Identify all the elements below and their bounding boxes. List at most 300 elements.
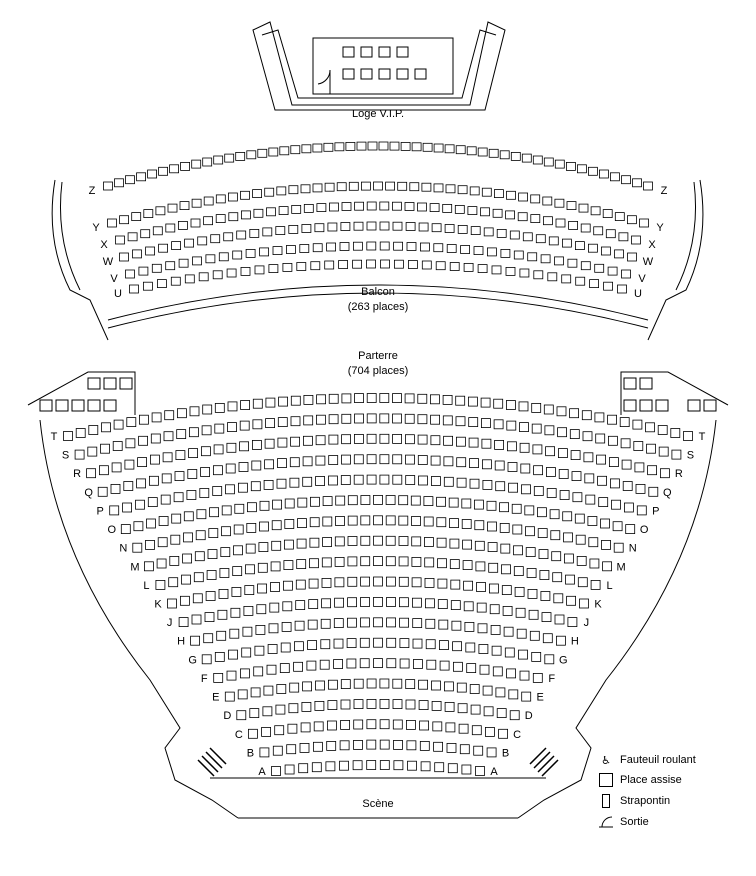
seat[interactable] [241, 211, 250, 219]
seat[interactable] [287, 745, 296, 754]
seat[interactable] [250, 229, 259, 237]
seat[interactable] [342, 414, 351, 423]
seat[interactable] [329, 456, 338, 465]
seat[interactable] [487, 248, 496, 256]
seat[interactable] [393, 679, 402, 688]
seat[interactable] [149, 476, 158, 485]
seat[interactable] [313, 184, 322, 192]
seat[interactable] [348, 557, 357, 566]
seat[interactable] [539, 550, 548, 559]
seat[interactable] [310, 497, 319, 506]
seat[interactable] [323, 497, 332, 506]
seat[interactable] [466, 643, 475, 652]
seat[interactable] [279, 397, 288, 406]
seat[interactable] [286, 246, 295, 254]
seat[interactable] [328, 701, 337, 710]
seat[interactable] [564, 554, 573, 563]
seat[interactable] [354, 740, 363, 749]
seat[interactable] [406, 476, 415, 485]
seat[interactable] [464, 581, 473, 590]
seat[interactable] [280, 664, 289, 673]
seat[interactable] [482, 439, 491, 448]
seat[interactable] [248, 729, 257, 738]
seat[interactable] [422, 261, 431, 269]
seat[interactable] [484, 228, 493, 236]
seat[interactable] [334, 619, 343, 628]
seat[interactable] [412, 537, 421, 546]
seat[interactable] [520, 423, 529, 432]
seat[interactable] [500, 151, 509, 159]
seat[interactable] [178, 221, 187, 229]
seat[interactable] [494, 190, 503, 198]
seat[interactable] [386, 536, 395, 545]
seat[interactable] [273, 500, 282, 509]
seat[interactable] [646, 423, 655, 432]
seat[interactable] [615, 213, 624, 221]
seat[interactable] [297, 263, 306, 271]
seat[interactable] [511, 152, 520, 160]
seat[interactable] [234, 525, 243, 534]
seat[interactable] [201, 468, 210, 477]
seat[interactable] [608, 415, 617, 424]
seat[interactable] [308, 641, 317, 650]
seat[interactable] [335, 537, 344, 546]
seat[interactable] [507, 442, 516, 451]
seat[interactable] [434, 144, 443, 152]
seat[interactable] [284, 540, 293, 549]
seat[interactable] [256, 625, 265, 634]
seat[interactable] [211, 235, 220, 243]
seat[interactable] [206, 592, 215, 601]
seat[interactable] [576, 535, 585, 544]
seat[interactable] [291, 437, 300, 446]
seat[interactable] [595, 264, 604, 272]
seat[interactable] [324, 143, 333, 151]
seat[interactable] [541, 592, 550, 601]
seat[interactable] [399, 577, 408, 586]
seat[interactable] [192, 160, 201, 168]
seat[interactable] [231, 608, 240, 617]
seat[interactable] [424, 497, 433, 506]
seat[interactable] [134, 522, 143, 531]
seat[interactable] [153, 227, 162, 235]
seat[interactable] [400, 618, 409, 627]
seat[interactable] [640, 219, 649, 227]
seat[interactable] [419, 223, 428, 231]
seat[interactable] [647, 444, 656, 453]
seat[interactable] [553, 573, 562, 582]
seat[interactable] [174, 493, 183, 502]
seat[interactable] [193, 594, 202, 603]
seat[interactable] [588, 244, 597, 252]
seat[interactable] [380, 740, 389, 749]
seat[interactable] [242, 648, 251, 657]
seat[interactable] [418, 394, 427, 403]
seat[interactable] [187, 491, 196, 500]
seat[interactable] [434, 184, 443, 192]
seat[interactable] [497, 709, 506, 718]
seat[interactable] [546, 447, 555, 456]
seat[interactable] [204, 217, 213, 225]
seat[interactable] [158, 538, 167, 547]
seat[interactable] [209, 529, 218, 538]
seat[interactable] [567, 202, 576, 210]
seat[interactable] [278, 459, 287, 468]
seat[interactable] [353, 260, 362, 268]
seat[interactable] [311, 262, 320, 270]
seat[interactable] [276, 705, 285, 714]
seat[interactable] [544, 405, 553, 414]
seat[interactable] [522, 485, 531, 494]
seat[interactable] [337, 183, 346, 191]
seat[interactable] [575, 514, 584, 523]
seat[interactable] [244, 606, 253, 615]
seat[interactable] [577, 165, 586, 173]
seat[interactable] [394, 761, 403, 770]
seat[interactable] [237, 711, 246, 720]
seat[interactable] [453, 642, 462, 651]
seat[interactable] [612, 500, 621, 509]
seat[interactable] [230, 629, 239, 638]
seat[interactable] [594, 227, 603, 235]
seat[interactable] [412, 598, 421, 607]
seat[interactable] [648, 466, 657, 475]
seat[interactable] [222, 506, 231, 515]
seat[interactable] [307, 661, 316, 670]
seat[interactable] [98, 487, 107, 496]
seat[interactable] [406, 455, 415, 464]
seat[interactable] [298, 498, 307, 507]
seat[interactable] [534, 466, 543, 475]
seat[interactable] [253, 420, 262, 429]
seat[interactable] [354, 222, 363, 230]
seat[interactable] [531, 195, 540, 203]
seat[interactable] [146, 247, 155, 255]
seat[interactable] [189, 428, 198, 437]
seat[interactable] [608, 436, 617, 445]
seat[interactable] [547, 489, 556, 498]
seat[interactable] [303, 457, 312, 466]
seat[interactable] [483, 480, 492, 489]
seat[interactable] [354, 700, 363, 709]
seat[interactable] [468, 207, 477, 215]
seat[interactable] [165, 411, 174, 420]
seat[interactable] [491, 625, 500, 634]
seat[interactable] [216, 195, 225, 203]
seat[interactable] [506, 267, 515, 275]
seat[interactable] [361, 496, 370, 505]
seat[interactable] [235, 504, 244, 513]
seat[interactable] [227, 269, 236, 277]
seat[interactable] [393, 475, 402, 484]
seat[interactable] [310, 518, 319, 527]
seat[interactable] [355, 202, 364, 210]
seat[interactable] [426, 619, 435, 628]
seat[interactable] [214, 673, 223, 682]
seat[interactable] [265, 188, 274, 196]
seat[interactable] [323, 517, 332, 526]
seat[interactable] [179, 618, 188, 627]
seat[interactable] [474, 247, 483, 255]
seat[interactable] [276, 227, 285, 235]
seat[interactable] [386, 557, 395, 566]
seat[interactable] [418, 203, 427, 211]
seat[interactable] [139, 415, 148, 424]
seat[interactable] [228, 193, 237, 201]
seat[interactable] [282, 622, 291, 631]
seat[interactable] [627, 216, 636, 224]
seat[interactable] [201, 447, 210, 456]
seat[interactable] [316, 477, 325, 486]
seat[interactable] [218, 610, 227, 619]
seat[interactable] [374, 557, 383, 566]
seat[interactable] [354, 434, 363, 443]
seat[interactable] [265, 460, 274, 469]
seat[interactable] [613, 522, 622, 531]
seat[interactable] [326, 762, 335, 771]
seat[interactable] [205, 613, 214, 622]
seat[interactable] [443, 395, 452, 404]
seat[interactable] [246, 249, 255, 257]
seat[interactable] [504, 627, 513, 636]
seat[interactable] [458, 186, 467, 194]
seat[interactable] [215, 652, 224, 661]
seat[interactable] [508, 463, 517, 472]
seat[interactable] [496, 482, 505, 491]
seat[interactable] [179, 259, 188, 267]
seat[interactable] [644, 182, 653, 190]
seat[interactable] [346, 142, 355, 150]
seat[interactable] [557, 407, 566, 416]
seat[interactable] [527, 569, 536, 578]
seat[interactable] [588, 167, 597, 175]
seat[interactable] [541, 255, 550, 263]
seat[interactable] [255, 266, 264, 274]
seat[interactable] [340, 243, 349, 251]
seat[interactable] [183, 554, 192, 563]
seat[interactable] [519, 193, 528, 201]
seat[interactable] [137, 173, 146, 181]
seat[interactable] [401, 142, 410, 150]
seat[interactable] [278, 438, 287, 447]
seat[interactable] [480, 665, 489, 674]
seat[interactable] [387, 659, 396, 668]
seat[interactable] [447, 245, 456, 253]
seat[interactable] [437, 518, 446, 527]
seat[interactable] [569, 221, 578, 229]
seat[interactable] [399, 557, 408, 566]
seat[interactable] [591, 207, 600, 215]
seat[interactable] [660, 469, 669, 478]
seat[interactable] [152, 264, 161, 272]
seat[interactable] [258, 584, 267, 593]
seat[interactable] [390, 142, 399, 150]
seat[interactable] [637, 506, 646, 515]
seat[interactable] [302, 145, 311, 153]
seat[interactable] [443, 204, 452, 212]
seat[interactable] [659, 447, 668, 456]
seat[interactable] [367, 475, 376, 484]
seat[interactable] [546, 468, 555, 477]
seat[interactable] [381, 260, 390, 268]
seat[interactable] [89, 426, 98, 435]
seat[interactable] [252, 440, 261, 449]
seat[interactable] [445, 145, 454, 153]
seat[interactable] [327, 741, 336, 750]
seat[interactable] [520, 269, 529, 277]
seat[interactable] [623, 482, 632, 491]
seat[interactable] [534, 487, 543, 496]
seat[interactable] [483, 686, 492, 695]
seat[interactable] [213, 466, 222, 475]
seat[interactable] [180, 596, 189, 605]
seat[interactable] [564, 533, 573, 542]
seat[interactable] [234, 546, 243, 555]
seat[interactable] [310, 538, 319, 547]
seat[interactable] [394, 242, 403, 250]
seat[interactable] [228, 423, 237, 432]
seat[interactable] [495, 440, 504, 449]
seat[interactable] [615, 250, 624, 258]
seat[interactable] [269, 265, 278, 273]
seat[interactable] [355, 394, 364, 403]
seat[interactable] [477, 603, 486, 612]
seat[interactable] [87, 469, 96, 478]
seat[interactable] [367, 414, 376, 423]
seat[interactable] [277, 187, 286, 195]
seat[interactable] [571, 451, 580, 460]
seat[interactable] [313, 742, 322, 751]
seat[interactable] [406, 700, 415, 709]
seat[interactable] [509, 690, 518, 699]
seat[interactable] [432, 701, 441, 710]
seat[interactable] [374, 638, 383, 647]
seat[interactable] [247, 503, 256, 512]
seat[interactable] [482, 460, 491, 469]
seat[interactable] [125, 460, 134, 469]
seat[interactable] [347, 639, 356, 648]
seat[interactable] [590, 280, 599, 288]
seat[interactable] [177, 430, 186, 439]
seat[interactable] [317, 395, 326, 404]
seat[interactable] [156, 207, 165, 215]
seat[interactable] [568, 618, 577, 627]
seat[interactable] [226, 485, 235, 494]
seat[interactable] [533, 445, 542, 454]
seat[interactable] [250, 709, 259, 718]
seat[interactable] [418, 435, 427, 444]
seat[interactable] [444, 477, 453, 486]
seat[interactable] [191, 219, 200, 227]
seat[interactable] [283, 581, 292, 590]
seat[interactable] [233, 251, 242, 259]
seat[interactable] [341, 680, 350, 689]
seat[interactable] [124, 482, 133, 491]
seat[interactable] [120, 253, 129, 261]
seat[interactable] [215, 403, 224, 412]
seat[interactable] [115, 179, 124, 187]
seat[interactable] [268, 645, 277, 654]
seat[interactable] [206, 255, 215, 263]
seat[interactable] [528, 589, 537, 598]
seat[interactable] [156, 580, 165, 589]
seat[interactable] [542, 613, 551, 622]
seat[interactable] [266, 419, 275, 428]
seat[interactable] [127, 418, 136, 427]
seat[interactable] [214, 156, 223, 164]
seat[interactable] [171, 535, 180, 544]
seat[interactable] [260, 248, 269, 256]
seat[interactable] [64, 432, 73, 441]
seat[interactable] [180, 202, 189, 210]
seat[interactable] [213, 271, 222, 279]
seat[interactable] [88, 447, 97, 456]
seat[interactable] [543, 197, 552, 205]
seat[interactable] [193, 257, 202, 265]
seat[interactable] [462, 520, 471, 529]
seat[interactable] [166, 262, 175, 270]
seat[interactable] [240, 442, 249, 451]
seat[interactable] [419, 680, 428, 689]
seat[interactable] [475, 541, 484, 550]
seat[interactable] [438, 559, 447, 568]
seat[interactable] [519, 402, 528, 411]
seat[interactable] [506, 211, 515, 219]
seat[interactable] [536, 235, 545, 243]
seat[interactable] [532, 403, 541, 412]
seat[interactable] [634, 442, 643, 451]
seat[interactable] [601, 247, 610, 255]
seat[interactable] [405, 414, 414, 423]
seat[interactable] [335, 598, 344, 607]
seat[interactable] [273, 746, 282, 755]
seat[interactable] [422, 183, 431, 191]
seat[interactable] [367, 699, 376, 708]
seat[interactable] [75, 450, 84, 459]
seat[interactable] [238, 690, 247, 699]
seat[interactable] [222, 527, 231, 536]
seat[interactable] [488, 522, 497, 531]
seat[interactable] [353, 242, 362, 250]
seat[interactable] [636, 484, 645, 493]
seat[interactable] [609, 458, 618, 467]
seat[interactable] [374, 577, 383, 586]
seat[interactable] [618, 285, 627, 293]
seat[interactable] [147, 519, 156, 528]
seat[interactable] [289, 225, 298, 233]
seat[interactable] [214, 445, 223, 454]
seat[interactable] [367, 394, 376, 403]
seat[interactable] [347, 618, 356, 627]
seat[interactable] [374, 618, 383, 627]
seat[interactable] [462, 499, 471, 508]
seat[interactable] [518, 213, 527, 221]
seat[interactable] [300, 245, 309, 253]
seat[interactable] [342, 455, 351, 464]
seat[interactable] [578, 578, 587, 587]
seat[interactable] [444, 457, 453, 466]
seat[interactable] [99, 466, 108, 475]
seat[interactable] [354, 679, 363, 688]
seat[interactable] [603, 210, 612, 218]
seat[interactable] [227, 671, 236, 680]
seat[interactable] [423, 143, 432, 151]
seat[interactable] [159, 517, 168, 526]
seat[interactable] [126, 270, 135, 278]
seat[interactable] [448, 764, 457, 773]
seat[interactable] [558, 428, 567, 437]
seat[interactable] [463, 540, 472, 549]
